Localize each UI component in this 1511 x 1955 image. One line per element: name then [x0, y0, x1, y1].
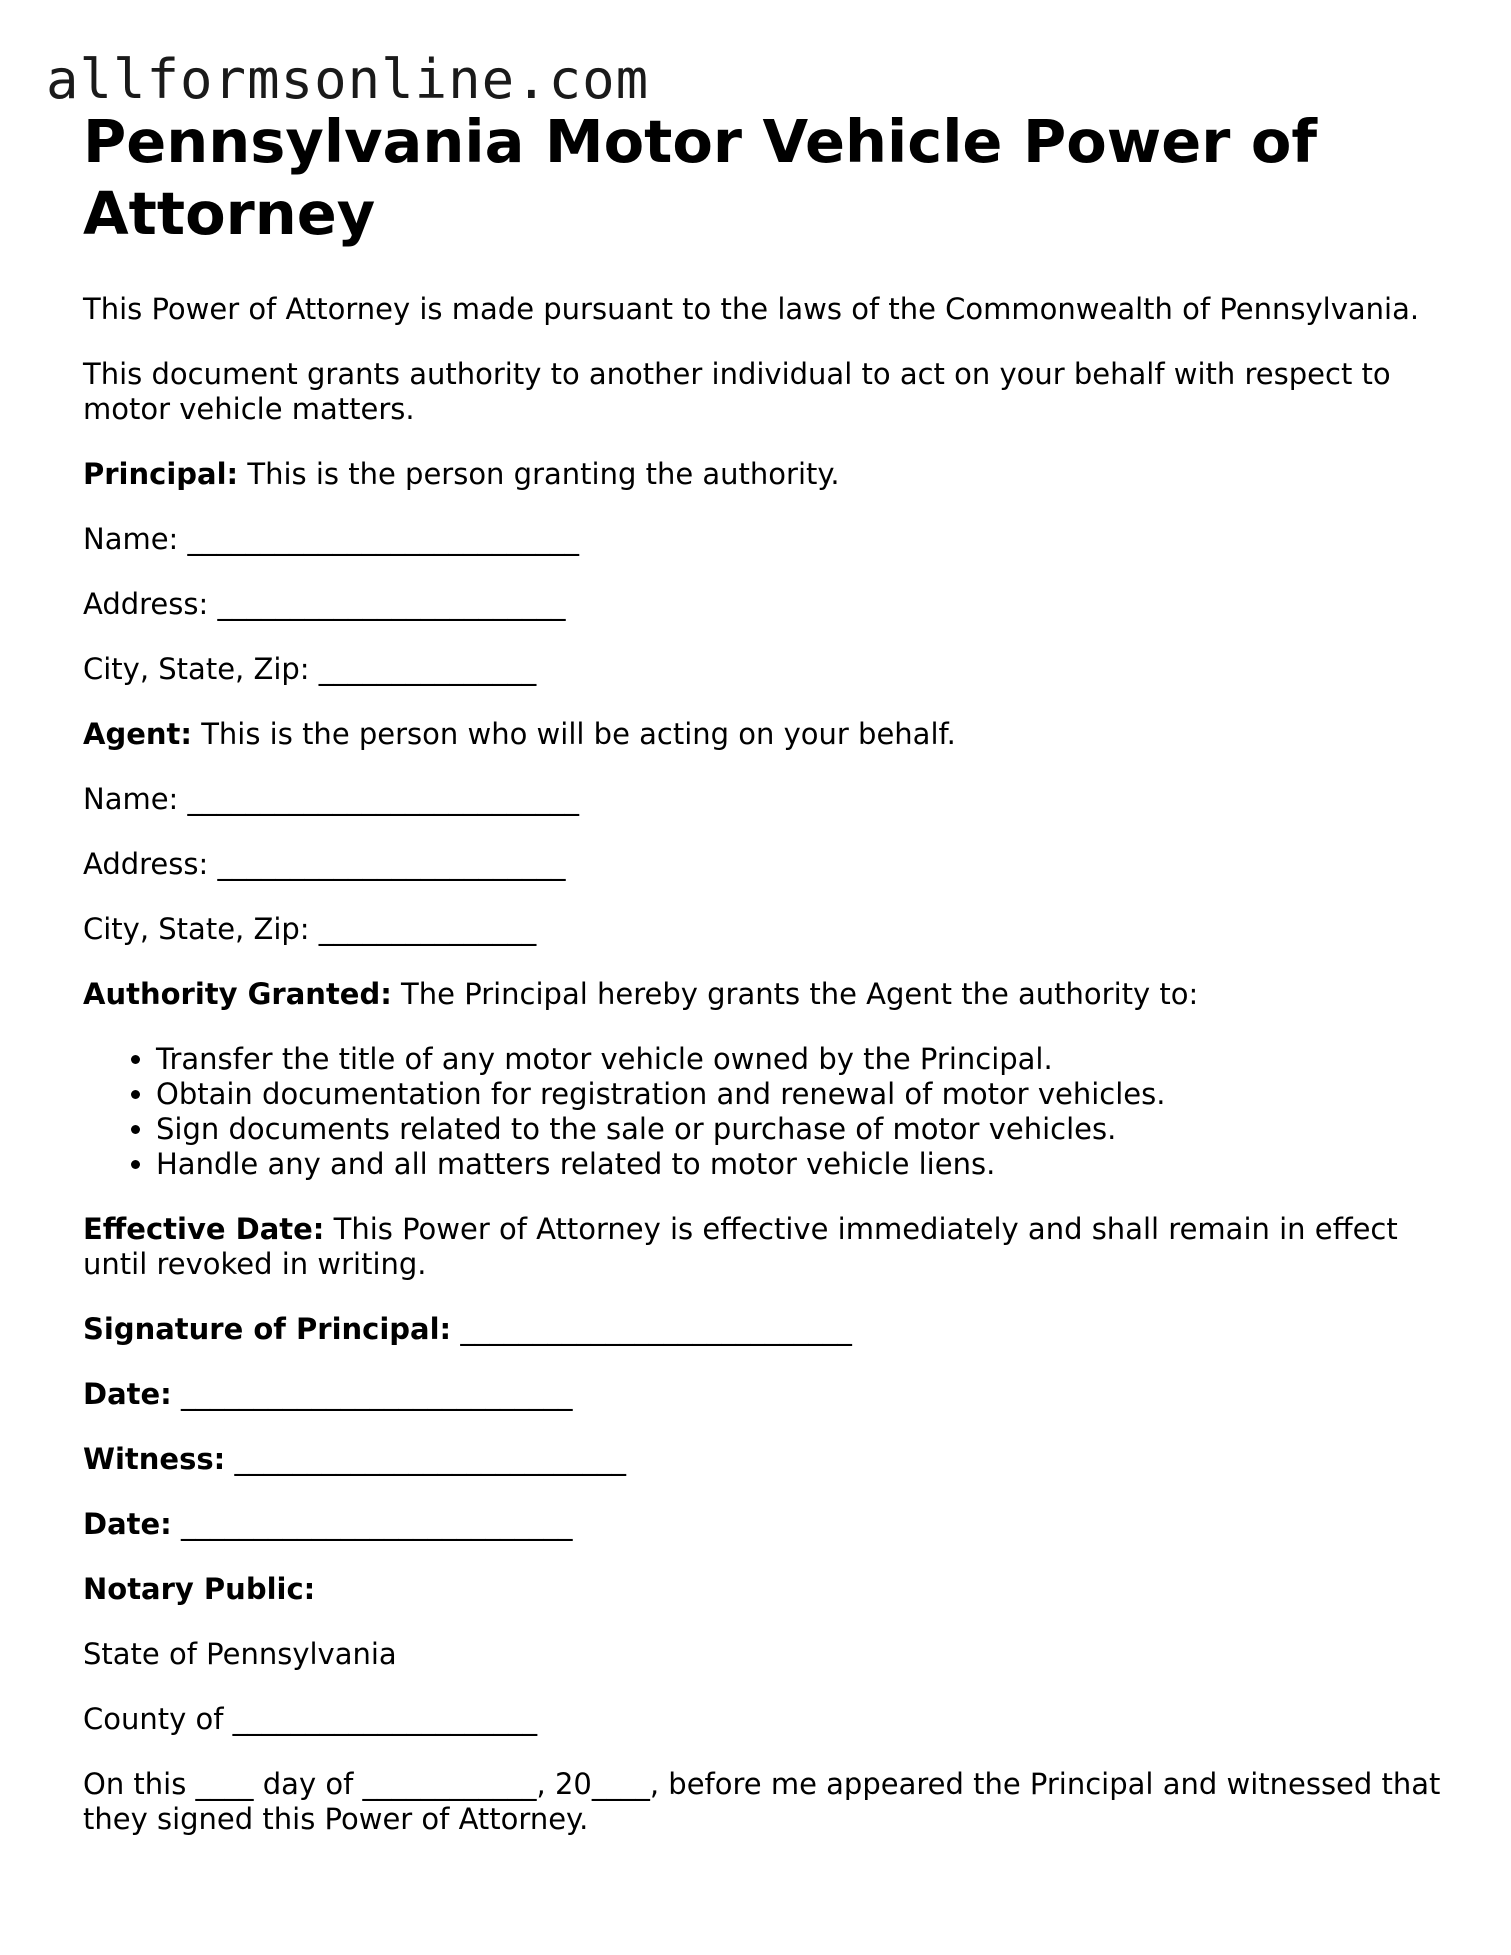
effective-date-paragraph [83, 1212, 1443, 1282]
notary-label: Notary Public: [83, 1572, 316, 1606]
site-watermark: allformsonline.com [46, 48, 650, 111]
principal-date-field[interactable] [83, 1377, 1443, 1412]
authority-label: Authority Granted: [83, 977, 392, 1011]
witness-date-label: Date: [83, 1507, 172, 1541]
agent-description: This is the person who will be acting on your behalf. [191, 717, 956, 751]
agent-city-field[interactable]: City, State, Zip: _______________ [83, 912, 537, 946]
witness-date-field[interactable] [83, 1507, 1443, 1542]
agent-address-field[interactable]: Address: ________________________ [83, 847, 566, 881]
notary-statement: On this ____ day of ____________, 20____, before me appeared the Principal and witnessed that they signed this Power of Attorney. [83, 1767, 1441, 1836]
principal-date-line[interactable]: ___________________________ [171, 1377, 573, 1411]
effective-date-description: This Power of Attorney is effective immediately and shall remain in effect until revoked in writing. [83, 1212, 1398, 1281]
authority-description: The Principal hereby grants the Agent the authority to: [391, 977, 1199, 1011]
notary-heading [83, 1572, 1443, 1607]
principal-address-field[interactable]: Address: ________________________ [83, 587, 566, 621]
witness-field[interactable] [83, 1442, 1443, 1477]
principal-signature-label: Signature of Principal: [83, 1312, 452, 1346]
principal-heading [83, 457, 1443, 492]
authority-item-liens: • Handle any and all matters related to motor vehicle liens. [156, 1147, 1443, 1182]
principal-label: Principal: [83, 457, 239, 491]
witness-label: Witness: [83, 1442, 226, 1476]
notary-state: State of Pennsylvania [83, 1637, 397, 1671]
intro-paragraph-1: This Power of Attorney is made pursuant to the laws of the Commonwealth of Pennsylvania. [83, 292, 1420, 326]
agent-label: Agent: [83, 717, 192, 751]
principal-date-label: Date: [83, 1377, 172, 1411]
agent-heading [83, 717, 1443, 752]
intro-paragraph-2: This document grants authority to another individual to act on your behalf with respect to motor vehicle matters. [83, 357, 1391, 426]
principal-city-field[interactable]: City, State, Zip: _______________ [83, 652, 537, 686]
principal-description: This is the person granting the authority. [238, 457, 840, 491]
authority-item-sign-documents: • Sign documents related to the sale or purchase of motor vehicles. [156, 1112, 1443, 1147]
document-title: Pennsylvania Motor Vehicle Power of Attorney [83, 107, 1318, 248]
authority-item-registration: • Obtain documentation for registration and renewal of motor vehicles. [156, 1077, 1443, 1112]
document-body [83, 106, 1443, 1867]
agent-name-field[interactable]: Name: ___________________________ [83, 782, 580, 816]
principal-signature-line[interactable]: ___________________________ [451, 1312, 852, 1346]
effective-date-label: Effective Date: [83, 1212, 325, 1246]
witness-line[interactable]: ___________________________ [225, 1442, 626, 1476]
principal-signature-field[interactable] [83, 1312, 1443, 1347]
authority-heading [83, 977, 1443, 1012]
witness-date-line[interactable]: ___________________________ [171, 1507, 573, 1541]
principal-name-field[interactable]: Name: ___________________________ [83, 522, 580, 556]
authority-list [83, 1042, 1443, 1182]
notary-county-field[interactable]: County of _____________________ [83, 1702, 538, 1736]
authority-item-transfer-title: • Transfer the title of any motor vehicle owned by the Principal. [156, 1042, 1443, 1077]
